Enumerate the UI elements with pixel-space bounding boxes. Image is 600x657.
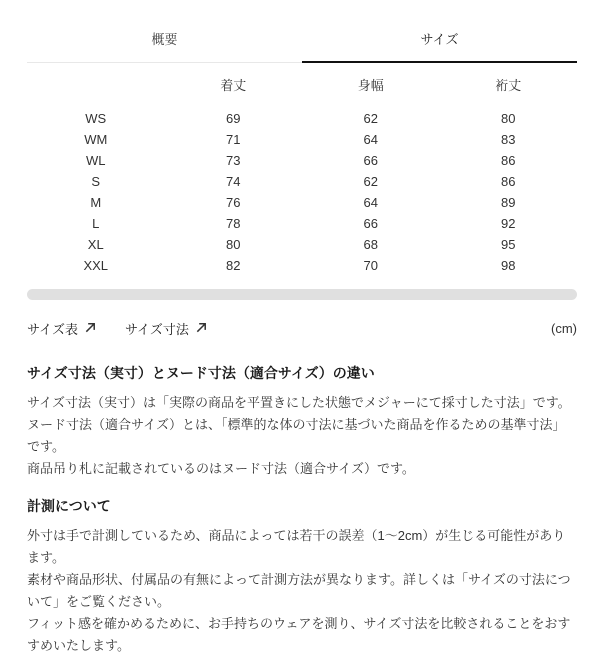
- table-row: [27, 150, 577, 171]
- size-label: S: [91, 174, 101, 189]
- cell-value: 92: [501, 216, 516, 231]
- tab-size[interactable]: [302, 30, 577, 63]
- cell-value: 73: [226, 153, 241, 168]
- cell-value: 64: [363, 132, 378, 147]
- external-link-icon: [84, 321, 97, 337]
- size-label: XL: [87, 237, 104, 252]
- table-row: [27, 234, 577, 255]
- table-row: [27, 192, 577, 213]
- column-header-body-length: 着丈: [220, 78, 247, 93]
- section-paragraph: 商品吊り札に記載されているのはヌード寸法（適合サイズ）です。: [27, 461, 415, 476]
- cell-value: 89: [501, 195, 516, 210]
- cell-value: 86: [501, 153, 516, 168]
- section-paragraph: 外寸は手で計測しているため、商品によっては若干の誤差（1～2cm）が生じる可能性があります。: [27, 528, 566, 565]
- size-label: WS: [85, 111, 107, 126]
- size-table: [27, 75, 577, 276]
- cell-value: 66: [363, 153, 378, 168]
- column-header-body-width: 身幅: [357, 78, 384, 93]
- table-horizontal-scrollbar[interactable]: [27, 289, 577, 300]
- cell-value: 86: [501, 174, 516, 189]
- cell-value: 78: [226, 216, 241, 231]
- tab-overview-label: 概要: [151, 32, 178, 47]
- size-chart-link[interactable]: [27, 319, 97, 338]
- cell-value: 82: [226, 258, 241, 273]
- table-row: [27, 213, 577, 234]
- cell-value: 71: [226, 132, 241, 147]
- tab-overview[interactable]: [27, 30, 302, 63]
- cell-value: 76: [226, 195, 241, 210]
- section-paragraph: ヌード寸法（適合サイズ）とは、「標準的な体の寸法に基づいた商品を作るための基準寸法」です。: [27, 417, 566, 454]
- cell-value: 83: [501, 132, 516, 147]
- section-size-measurement-difference: [27, 363, 577, 480]
- cell-value: 80: [226, 237, 241, 252]
- size-label: XXL: [83, 258, 109, 273]
- size-table-header-row: [27, 75, 577, 108]
- external-link-icon: [195, 321, 208, 337]
- size-label: WL: [86, 153, 106, 168]
- cell-value: 64: [363, 195, 378, 210]
- column-header-sleeve-length: 裄丈: [495, 78, 522, 93]
- table-row: [27, 255, 577, 276]
- cell-value: 74: [226, 174, 241, 189]
- cell-value: 69: [226, 111, 241, 126]
- cell-value: 80: [501, 111, 516, 126]
- cell-value: 68: [363, 237, 378, 252]
- size-measurements-link[interactable]: [125, 319, 208, 338]
- table-row: [27, 129, 577, 150]
- cell-value: 66: [363, 216, 378, 231]
- cell-value: 62: [363, 111, 378, 126]
- section-paragraph: フィット感を確かめるために、お手持ちのウェアを測り、サイズ寸法を比較されることをおすすめいたします。: [27, 616, 571, 653]
- unit-label: (cm): [551, 321, 577, 336]
- cell-value: 62: [363, 174, 378, 189]
- tab-size-label: サイズ: [420, 32, 459, 47]
- size-label: M: [90, 195, 102, 210]
- section-about-measurement: [27, 496, 577, 657]
- size-label: L: [92, 216, 100, 231]
- section-paragraph: サイズ寸法（実寸）は「実際の商品を平置きにした状態でメジャーにて採寸した寸法」です。: [27, 395, 571, 410]
- table-row: [27, 108, 577, 129]
- cell-value: 95: [501, 237, 516, 252]
- section-heading: サイズ寸法（実寸）とヌード寸法（適合サイズ）の違い: [27, 365, 375, 381]
- size-measurements-link-label: サイズ寸法: [124, 322, 189, 337]
- cell-value: 98: [501, 258, 516, 273]
- size-chart-link-label: サイズ表: [27, 322, 78, 337]
- links-row: [27, 319, 577, 338]
- section-heading: 計測について: [27, 498, 111, 514]
- size-label: WM: [84, 132, 108, 147]
- tab-bar: [27, 0, 577, 63]
- cell-value: 70: [363, 258, 378, 273]
- table-row: [27, 171, 577, 192]
- size-column-header-empty: [27, 75, 165, 108]
- section-paragraph: 素材や商品形状、付属品の有無によって計測方法が異なります。詳しくは「サイズの寸法について」をご覧ください。: [27, 572, 571, 609]
